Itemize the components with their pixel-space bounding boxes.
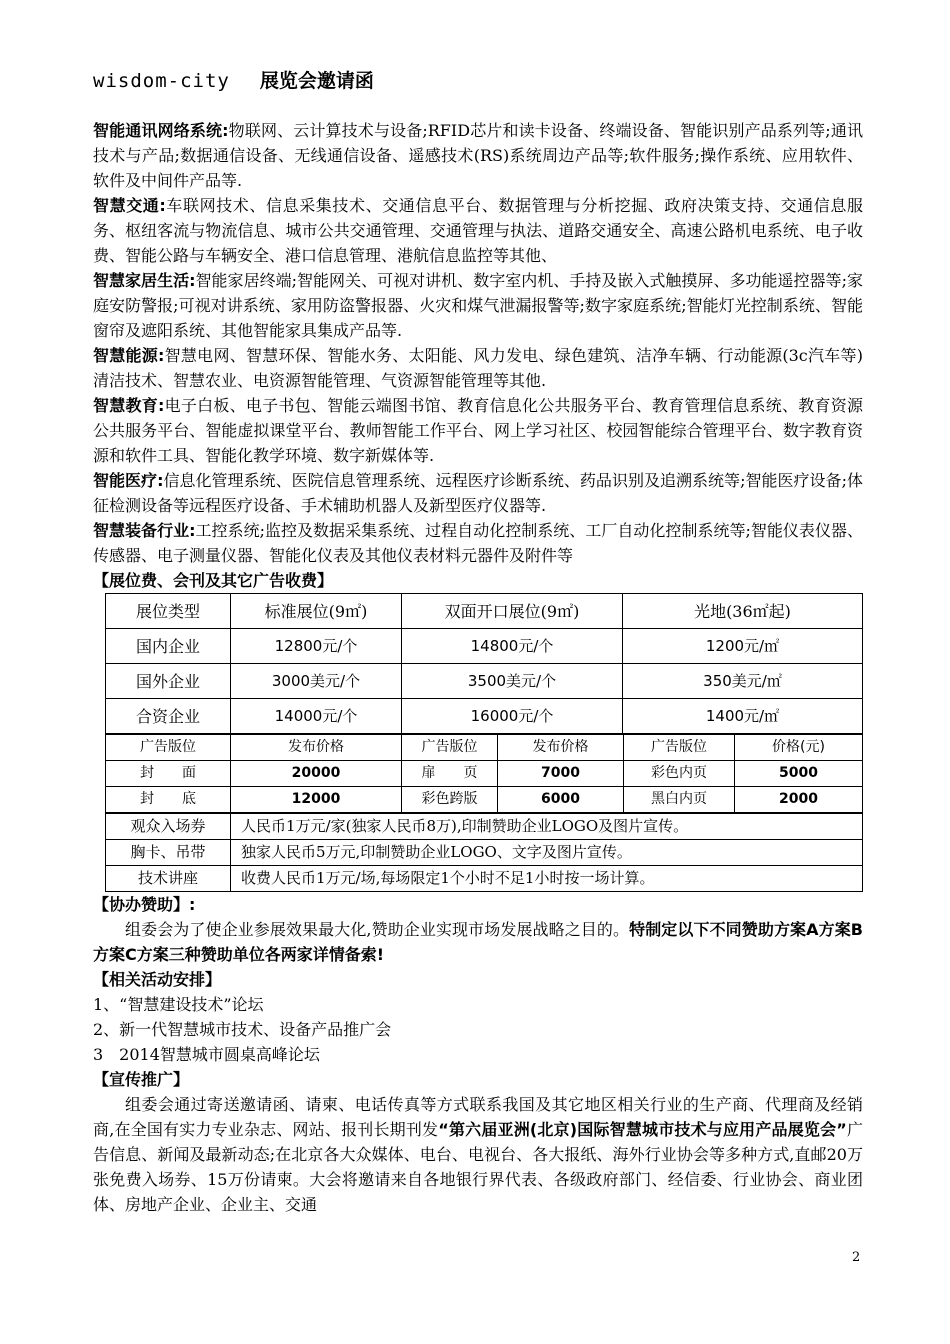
category-label: 智慧能源: [93, 346, 165, 365]
booth-fee-table [105, 593, 863, 734]
page-header [93, 66, 374, 93]
category-text: 智能家居终端;智能网关、可视对讲机、数字室内机、手持及嵌入式触摸屏、多功能遥控器等;家庭安防警报;可视对讲系统、家用防盗警报器、火灾和煤气泄漏报警等;数字家庭系统;智能灯光控制系统、智能窗帘及遮阳系统、其他智能家具集成产品等. [93, 271, 863, 340]
table-cell: 胸卡、吊带 [106, 840, 231, 866]
table-row [106, 761, 863, 787]
ad-price-table [105, 734, 863, 813]
table-cell: 合资企业 [106, 699, 231, 734]
table-row [106, 787, 863, 813]
table-header-cell: 展位类型 [106, 594, 231, 629]
table-header-cell: 广告版位 [106, 735, 231, 761]
table-cell: 彩色内页 [624, 761, 735, 787]
table-row [106, 699, 863, 734]
activity-item: 1、“智慧建设技术”论坛 [93, 995, 264, 1014]
promo-section-title: 【宣传推广】 [93, 1070, 190, 1089]
table-cell: 1400元/㎡ [623, 699, 863, 734]
category-label: 智慧教育: [93, 396, 165, 415]
table-cell: 7000 [498, 761, 624, 787]
category-paragraph [93, 393, 863, 468]
category-text: 车联网技术、信息采集技术、交通信息平台、数据管理与分析挖掘、政府决策支持、交通信息服务、枢纽客流与物流信息、城市公共交通管理、交通管理与执法、道路交通安全、高速公路机电系统、电子收费、智能公路与车辆安全、港口信息管理、港航信息监控等其他、 [93, 196, 863, 265]
table-row [106, 664, 863, 699]
table-header-cell: 广告版位 [402, 735, 498, 761]
category-label: 智能通讯网络系统: [93, 121, 229, 140]
table-cell: 国内企业 [106, 629, 231, 664]
table-row [106, 594, 863, 629]
document-body [93, 118, 863, 1217]
category-paragraph [93, 193, 863, 268]
promo-paragraph [93, 1092, 863, 1217]
table-header-cell: 双面开口展位(9㎡) [402, 594, 623, 629]
table-cell: 14800元/个 [402, 629, 623, 664]
table-row [106, 814, 863, 840]
category-label: 智慧家居生活: [93, 271, 196, 290]
table-cell: 独家人民币5万元,印制赞助企业LOGO、文字及图片宣传。 [231, 840, 863, 866]
table-cell: 1200元/㎡ [623, 629, 863, 664]
sponsor-paragraph [93, 917, 863, 967]
category-label: 智慧装备行业: [93, 521, 196, 540]
table-cell: 16000元/个 [402, 699, 623, 734]
category-paragraph [93, 518, 863, 568]
table-cell: 封 底 [106, 787, 231, 813]
table-cell: 12000 [231, 787, 402, 813]
table-cell: 人民币1万元/家(独家人民币8万),印制赞助企业LOGO及图片宣传。 [231, 814, 863, 840]
category-paragraph [93, 343, 863, 393]
category-label: 智能医疗: [93, 471, 164, 490]
table-cell: 2000 [735, 787, 863, 813]
table-cell: 350美元/㎡ [623, 664, 863, 699]
fees-section-title: 【展位费、会刊及其它广告收费】 [93, 571, 334, 590]
table-cell: 黑白内页 [624, 787, 735, 813]
sponsor-section-title: 【协办赞助】: [93, 895, 196, 914]
activities-section-title: 【相关活动安排】 [93, 970, 222, 989]
header-chinese-title: 展览会邀请函 [259, 70, 374, 92]
table-cell: 收费人民币1万元/场,每场限定1个小时不足1小时按一场计算。 [231, 866, 863, 892]
table-header-cell: 发布价格 [498, 735, 624, 761]
table-row [106, 735, 863, 761]
sponsor-text: 组委会为了使企业参展效果最大化,赞助企业实现市场发展战略之目的。 [125, 920, 630, 939]
table-cell: 3000美元/个 [231, 664, 402, 699]
promo-text: 广告信息、新闻及最新动态;在北京各大众媒体、电台、电视台、各大报纸、海外行业协会等多种方式,直邮20万张免费入场券、15万份请柬。大会将邀请来自各地银行界代表、各级政府部门、经信委、行业协会、商业团体、房地产企业、企业主、交通 [93, 1120, 863, 1214]
category-text: 物联网、云计算技术与设备;RFID芯片和读卡设备、终端设备、智能识别产品系列等;通讯技术与产品;数据通信设备、无线通信设备、遥感技术(RS)系统周边产品等;软件服务;操作系统、应用软件、软件及中间件产品等. [93, 121, 863, 190]
table-cell: 扉 页 [402, 761, 498, 787]
promo-text: 组委会通过寄送邀请函、请柬、电话传真等方式联系我国及其它地区相关行业的生产商、代理商及经销商,在全国有实力专业杂志、网站、报刊长期刊发 [93, 1095, 863, 1139]
table-header-cell: 价格(元) [735, 735, 863, 761]
table-header-cell: 光地(36㎡起) [623, 594, 863, 629]
table-cell: 12800元/个 [231, 629, 402, 664]
table-cell: 5000 [735, 761, 863, 787]
activity-item: 2、新一代智慧城市技术、设备产品推广会 [93, 1020, 392, 1039]
table-cell: 彩色跨版 [402, 787, 498, 813]
category-paragraph [93, 118, 863, 193]
table-row [106, 866, 863, 892]
extras-table [105, 813, 863, 892]
sponsor-bold-text: 特制定以下不同赞助方案A方案B方案C方案三种赞助单位各两家详情备索! [93, 920, 863, 964]
table-header-cell: 广告版位 [624, 735, 735, 761]
activity-item: 3 2014智慧城市圆桌高峰论坛 [93, 1045, 320, 1064]
category-text: 工控系统;监控及数据采集系统、过程自动化控制系统、工厂自动化控制系统等;智能仪表仪器、传感器、电子测量仪器、智能化仪表及其他仪表材料元器件及附件等 [93, 521, 863, 565]
table-cell: 封 面 [106, 761, 231, 787]
table-cell: 20000 [231, 761, 402, 787]
table-row [106, 629, 863, 664]
table-cell: 观众入场券 [106, 814, 231, 840]
category-text: 信息化管理系统、医院信息管理系统、远程医疗诊断系统、药品识别及追溯系统等;智能医疗设备;体征检测设备等远程医疗设备、手术辅助机器人及新型医疗仪器等. [93, 471, 863, 515]
table-header-cell: 标准展位(9㎡) [231, 594, 402, 629]
category-text: 智慧电网、智慧环保、智能水务、太阳能、风力发电、绿色建筑、洁净车辆、行动能源(3c汽车等)清洁技术、智慧农业、电资源智能管理、气资源智能管理等其他. [93, 346, 863, 390]
table-cell: 14000元/个 [231, 699, 402, 734]
category-label: 智慧交通: [93, 196, 166, 215]
table-row [106, 840, 863, 866]
category-text: 电子白板、电子书包、智能云端图书馆、教育信息化公共服务平台、教育管理信息系统、教育资源公共服务平台、智能虚拟课堂平台、教师智能工作平台、网上学习社区、校园智能综合管理平台、数字教育资源和软件工具、智能化教学环境、数字新媒体等. [93, 396, 863, 465]
table-cell: 3500美元/个 [402, 664, 623, 699]
table-cell: 国外企业 [106, 664, 231, 699]
table-cell: 6000 [498, 787, 624, 813]
promo-bold-text: “第六届亚洲(北京)国际智慧城市技术与应用产品展览会” [438, 1120, 847, 1139]
header-english-title: wisdom-city [93, 70, 230, 92]
table-header-cell: 发布价格 [231, 735, 402, 761]
page-number: 2 [852, 1250, 861, 1265]
category-paragraph [93, 268, 863, 343]
category-paragraph [93, 468, 863, 518]
table-cell: 技术讲座 [106, 866, 231, 892]
